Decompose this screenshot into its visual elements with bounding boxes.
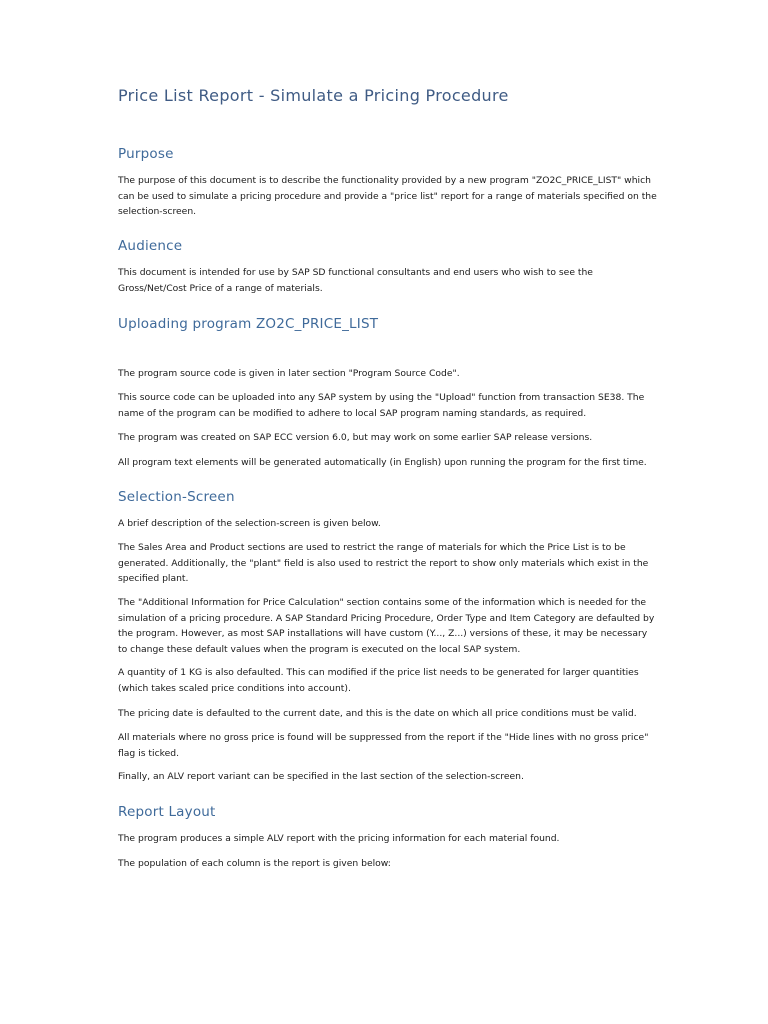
document-title: Price List Report - Simulate a Pricing Procedure	[118, 86, 509, 105]
report-paragraph-1: The program produces a simple ALV report with the pricing information for each material found.	[118, 833, 560, 844]
uploading-paragraph-1: The program source code is given in later section "Program Source Code".	[118, 368, 460, 379]
heading-report-layout: Report Layout	[118, 804, 216, 820]
heading-purpose: Purpose	[118, 146, 174, 162]
uploading-paragraph-2: This source code can be uploaded into any SAP system by using the "Upload" function from transaction SE38. The name of the program can be modified to adhere to local SAP program naming standards, as required.	[118, 392, 645, 419]
selection-paragraph-2: The Sales Area and Product sections are used to restrict the range of materials for which the Price List is to be generated. Additionally, the "plant" field is also used to restrict the report to show only materials which exist in the specified plant.	[118, 542, 649, 585]
heading-selection-screen: Selection-Screen	[118, 489, 235, 505]
selection-paragraph-5: The pricing date is defaulted to the current date, and this is the date on which all price conditions must be valid.	[118, 708, 637, 719]
selection-paragraph-1: A brief description of the selection-screen is given below.	[118, 518, 381, 529]
selection-paragraph-3: The "Additional Information for Price Calculation" section contains some of the information which is needed for the simulation of a pricing procedure. A SAP Standard Pricing Procedure, Order Type and Item Category are defaulted by the program. However, as most SAP installations will have custom (Y..., Z...) versions of these, it may be necessary to change these default values when the program is executed on the local SAP system.	[118, 597, 655, 655]
purpose-paragraph-1: The purpose of this document is to describe the functionality provided by a new program "ZO2C_PRICE_LIST" which can be used to simulate a pricing procedure and provide a "price list" report for a range of materials specified on the selection-screen.	[118, 175, 657, 218]
heading-audience: Audience	[118, 238, 183, 254]
uploading-paragraph-3: The program was created on SAP ECC version 6.0, but may work on some earlier SAP release versions.	[118, 432, 593, 443]
report-paragraph-2: The population of each column is the report is given below:	[118, 858, 391, 869]
selection-paragraph-6: All materials where no gross price is found will be suppressed from the report if the "Hide lines with no gross price" flag is ticked.	[118, 732, 649, 759]
heading-uploading: Uploading program ZO2C_PRICE_LIST	[118, 316, 379, 332]
selection-paragraph-7: Finally, an ALV report variant can be specified in the last section of the selection-screen.	[118, 771, 524, 782]
audience-paragraph-1: This document is intended for use by SAP SD functional consultants and end users who wish to see the Gross/Net/Cost Price of a range of materials.	[118, 267, 593, 294]
selection-paragraph-4: A quantity of 1 KG is also defaulted. This can modified if the price list needs to be generated for larger quantities (which takes scaled price conditions into account).	[118, 667, 639, 694]
uploading-paragraph-4: All program text elements will be generated automatically (in English) upon running the program for the first time.	[118, 457, 647, 468]
